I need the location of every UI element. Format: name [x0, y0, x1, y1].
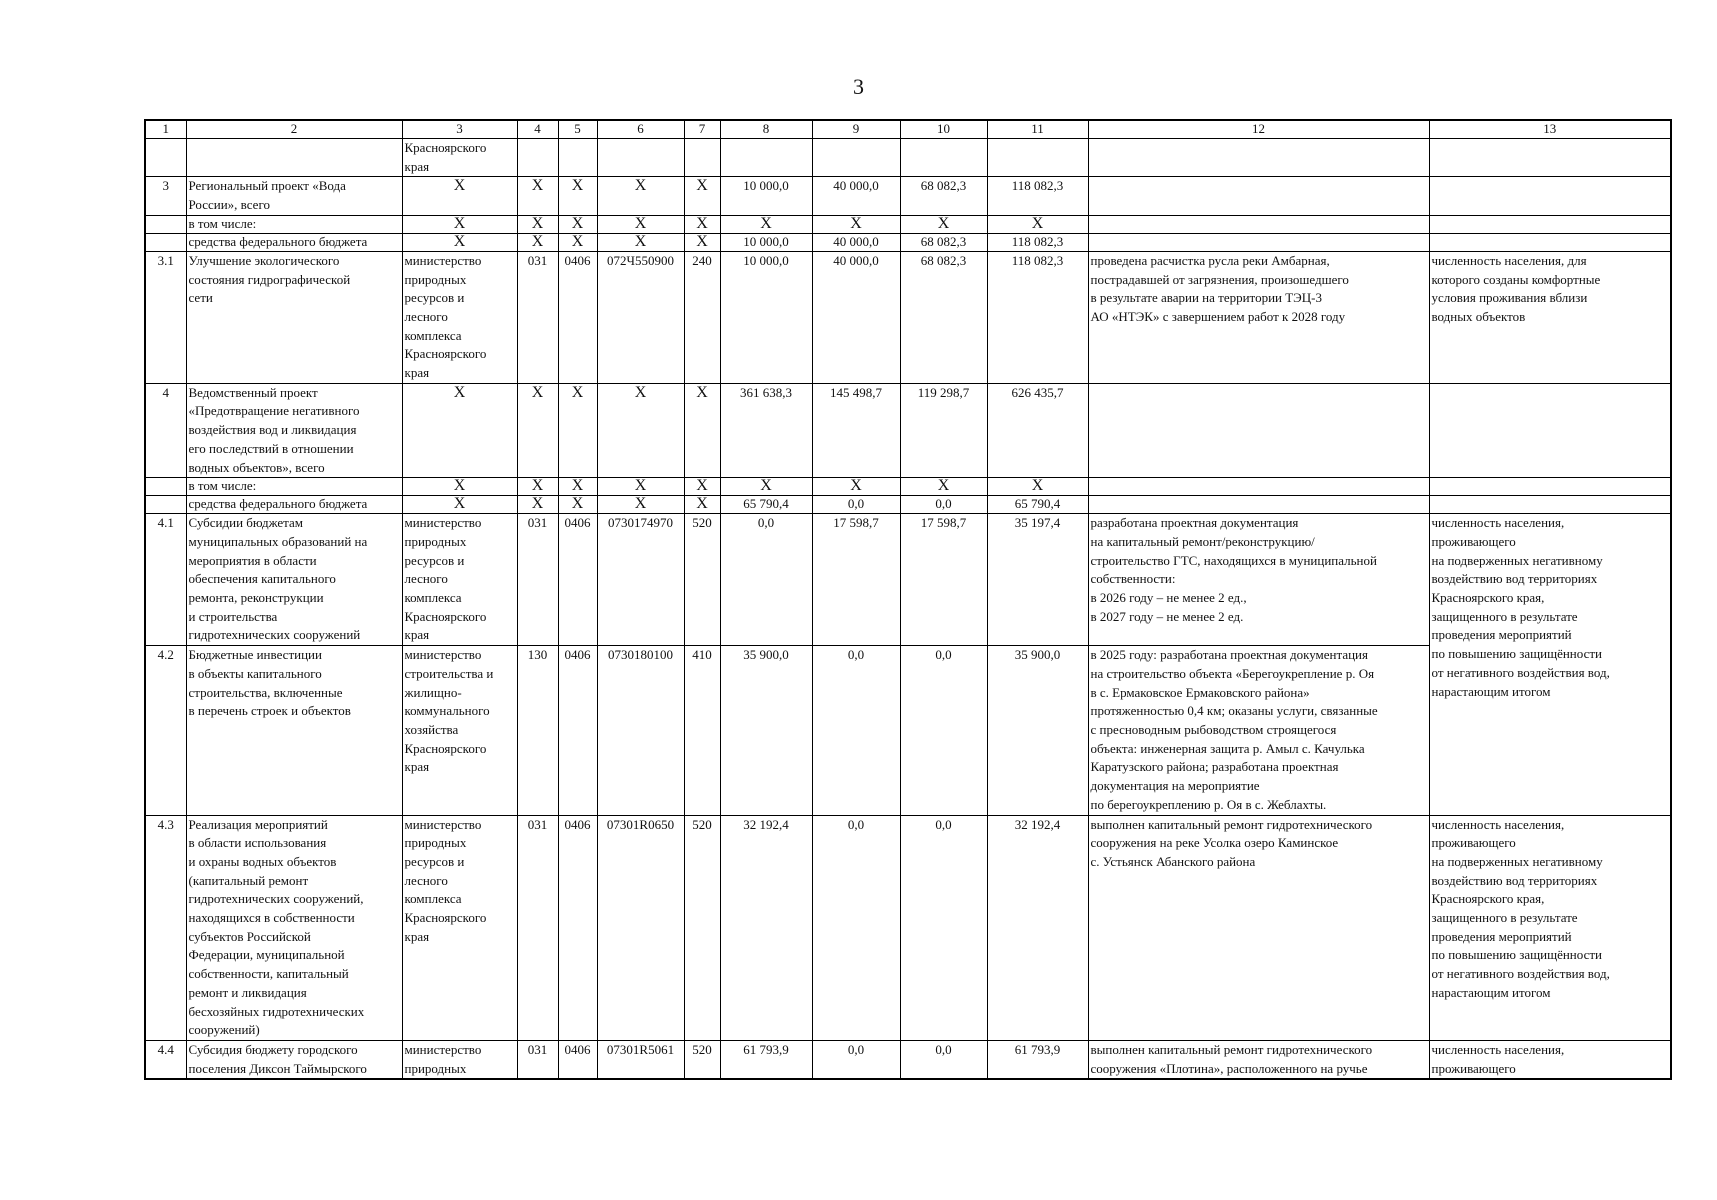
indicator-cell: численность населения, проживающего на подверженных негативному воздействию вод территориях Красноярского края, защищенного в результате проведения мероприятий по повышению защищённости от негативного воздействия вод, нарастающим итогом: [1429, 514, 1671, 815]
indicator-cell: [1429, 383, 1671, 478]
table-row: [145, 233, 1671, 251]
result-cell: [1088, 383, 1429, 478]
row-number-cell: 3.1: [145, 251, 186, 383]
header-cell: 4: [517, 120, 558, 139]
vr-cell: X: [684, 478, 720, 496]
vr-cell: X: [684, 215, 720, 233]
csr-cell: X: [597, 496, 684, 514]
row-number-cell: [145, 496, 186, 514]
executor-cell: министерство природных ресурсов и лесного комплекса Красноярского края: [402, 514, 517, 646]
executor-cell: X: [402, 215, 517, 233]
year3-cell: 0,0: [900, 815, 987, 1040]
csr-cell: X: [597, 478, 684, 496]
total-cell: 35 900,0: [987, 646, 1088, 815]
header-cell: 9: [812, 120, 900, 139]
csr-cell: [597, 139, 684, 177]
year2-cell: 145 498,7: [812, 383, 900, 478]
name-cell: Реализация мероприятий в области использования и охраны водных объектов (капитальный ремонт гидротехнических сооружений, находящихся в собственности субъектов Российской Федерации, муниципальной собственности, капитальный ремонт и ликвидация бесхозяйных гидротехнических сооружений): [186, 815, 402, 1040]
year1-cell: [720, 139, 812, 177]
result-cell: проведена расчистка русла реки Амбарная, пострадавшей от загрязнения, произошедшего в результате аварии на территории ТЭЦ-3 АО «НТЭК» с завершением работ к 2028 году: [1088, 251, 1429, 383]
year1-cell: 61 793,9: [720, 1040, 812, 1079]
year2-cell: 0,0: [812, 1040, 900, 1079]
header-cell: 13: [1429, 120, 1671, 139]
header-cell: 2: [186, 120, 402, 139]
csr-cell: 0730180100: [597, 646, 684, 815]
result-cell: в 2025 году: разработана проектная документация на строительство объекта «Берегоукрепление р. Оя в с. Ермаковское Ермаковского района» протяженностью 0,4 км; оказаны услуги, связанные с пресноводным рыбоводством строящегося объекта: инженерная защита р. Амыл с. Качулька Каратузского района; разработана проектная документация на мероприятие по берегоукреплению р. Оя в с. Жеблахты.: [1088, 646, 1429, 815]
indicator-cell: [1429, 215, 1671, 233]
header-cell: 6: [597, 120, 684, 139]
total-cell: 118 082,3: [987, 251, 1088, 383]
result-cell: выполнен капитальный ремонт гидротехнического сооружения на реке Усолка озеро Каминское с. Устьянск Абанского района: [1088, 815, 1429, 1040]
header-cell: 1: [145, 120, 186, 139]
result-cell: [1088, 233, 1429, 251]
table-row: [145, 815, 1671, 1040]
year1-cell: 32 192,4: [720, 815, 812, 1040]
executor-cell: X: [402, 177, 517, 215]
grbs-cell: X: [517, 177, 558, 215]
result-cell: [1088, 496, 1429, 514]
grbs-cell: [517, 139, 558, 177]
row-number-cell: 3: [145, 177, 186, 215]
header-cell: 3: [402, 120, 517, 139]
program-table: [144, 119, 1672, 1080]
year3-cell: 0,0: [900, 496, 987, 514]
csr-cell: X: [597, 177, 684, 215]
grbs-cell: X: [517, 215, 558, 233]
year3-cell: [900, 139, 987, 177]
header-cell: 7: [684, 120, 720, 139]
table-row: [145, 383, 1671, 478]
vr-cell: 520: [684, 514, 720, 646]
name-cell: средства федерального бюджета: [186, 496, 402, 514]
grbs-cell: X: [517, 383, 558, 478]
table-row: [145, 514, 1671, 646]
header-cell: 8: [720, 120, 812, 139]
table-row: [145, 215, 1671, 233]
csr-cell: X: [597, 233, 684, 251]
rzpr-cell: 0406: [558, 1040, 597, 1079]
year1-cell: 10 000,0: [720, 177, 812, 215]
year2-cell: 40 000,0: [812, 251, 900, 383]
total-cell: 626 435,7: [987, 383, 1088, 478]
vr-cell: X: [684, 383, 720, 478]
row-number-cell: [145, 233, 186, 251]
row-number-cell: [145, 478, 186, 496]
year1-cell: 65 790,4: [720, 496, 812, 514]
result-cell: [1088, 139, 1429, 177]
header-cell: 5: [558, 120, 597, 139]
year1-cell: X: [720, 478, 812, 496]
year2-cell: X: [812, 478, 900, 496]
csr-cell: 0730174970: [597, 514, 684, 646]
indicator-cell: численность населения, для которого созданы комфортные условия проживания вблизи водных объектов: [1429, 251, 1671, 383]
grbs-cell: 130: [517, 646, 558, 815]
indicator-cell: [1429, 139, 1671, 177]
table-row: [145, 177, 1671, 215]
year1-cell: 10 000,0: [720, 233, 812, 251]
year3-cell: X: [900, 215, 987, 233]
name-cell: Региональный проект «Вода России», всего: [186, 177, 402, 215]
row-number-cell: 4: [145, 383, 186, 478]
year2-cell: 0,0: [812, 815, 900, 1040]
header-cell: 12: [1088, 120, 1429, 139]
indicator-cell: [1429, 177, 1671, 215]
grbs-cell: X: [517, 496, 558, 514]
year1-cell: 361 638,3: [720, 383, 812, 478]
row-number-cell: 4.3: [145, 815, 186, 1040]
year2-cell: 0,0: [812, 646, 900, 815]
indicator-cell: [1429, 233, 1671, 251]
table-row: [145, 139, 1671, 177]
result-cell: [1088, 215, 1429, 233]
rzpr-cell: X: [558, 478, 597, 496]
csr-cell: 07301R5061: [597, 1040, 684, 1079]
grbs-cell: X: [517, 478, 558, 496]
csr-cell: 07301R0650: [597, 815, 684, 1040]
name-cell: в том числе:: [186, 215, 402, 233]
total-cell: X: [987, 215, 1088, 233]
executor-cell: X: [402, 496, 517, 514]
name-cell: Субсидии бюджетам муниципальных образований на мероприятия в области обеспечения капитального ремонта, реконструкции и строительства гидротехнических сооружений: [186, 514, 402, 646]
page-number: 3: [853, 74, 864, 99]
total-cell: 35 197,4: [987, 514, 1088, 646]
year2-cell: 40 000,0: [812, 233, 900, 251]
rzpr-cell: X: [558, 177, 597, 215]
indicator-cell: [1429, 478, 1671, 496]
rzpr-cell: X: [558, 496, 597, 514]
rzpr-cell: 0406: [558, 815, 597, 1040]
name-cell: Ведомственный проект «Предотвращение негативного воздействия вод и ликвидация его последствий в отношении водных объектов», всего: [186, 383, 402, 478]
year2-cell: 0,0: [812, 496, 900, 514]
year3-cell: 68 082,3: [900, 251, 987, 383]
year3-cell: 0,0: [900, 646, 987, 815]
executor-cell: министерство природных ресурсов и лесного комплекса Красноярского края: [402, 815, 517, 1040]
executor-cell: министерство строительства и жилищно- коммунального хозяйства Красноярского края: [402, 646, 517, 815]
year3-cell: 17 598,7: [900, 514, 987, 646]
result-cell: разработана проектная документация на капитальный ремонт/реконструкцию/ строительство ГТС, находящихся в муниципальной собственности: в 2026 году – не менее 2 ед., в 2027 году – не менее 2 ед.: [1088, 514, 1429, 646]
row-number-cell: 4.4: [145, 1040, 186, 1079]
row-number-cell: 4.1: [145, 514, 186, 646]
vr-cell: 520: [684, 815, 720, 1040]
executor-cell: X: [402, 383, 517, 478]
executor-cell: министерство природных: [402, 1040, 517, 1079]
rzpr-cell: X: [558, 215, 597, 233]
vr-cell: X: [684, 177, 720, 215]
total-cell: 61 793,9: [987, 1040, 1088, 1079]
name-cell: Улучшение экологического состояния гидрографической сети: [186, 251, 402, 383]
csr-cell: 072Ч550900: [597, 251, 684, 383]
year1-cell: 10 000,0: [720, 251, 812, 383]
csr-cell: X: [597, 215, 684, 233]
rzpr-cell: 0406: [558, 646, 597, 815]
vr-cell: X: [684, 233, 720, 251]
year2-cell: X: [812, 215, 900, 233]
executor-cell: Красноярского края: [402, 139, 517, 177]
year2-cell: [812, 139, 900, 177]
year3-cell: 0,0: [900, 1040, 987, 1079]
total-cell: [987, 139, 1088, 177]
vr-cell: 240: [684, 251, 720, 383]
grbs-cell: X: [517, 233, 558, 251]
column-number-row: [145, 120, 1671, 139]
grbs-cell: 031: [517, 1040, 558, 1079]
total-cell: 32 192,4: [987, 815, 1088, 1040]
year1-cell: 35 900,0: [720, 646, 812, 815]
name-cell: средства федерального бюджета: [186, 233, 402, 251]
table-row: [145, 1040, 1671, 1079]
result-cell: выполнен капитальный ремонт гидротехнического сооружения «Плотина», расположенного на ручье: [1088, 1040, 1429, 1079]
year1-cell: 0,0: [720, 514, 812, 646]
year3-cell: 119 298,7: [900, 383, 987, 478]
table-row: [145, 496, 1671, 514]
year2-cell: 17 598,7: [812, 514, 900, 646]
vr-cell: X: [684, 496, 720, 514]
grbs-cell: 031: [517, 815, 558, 1040]
executor-cell: X: [402, 478, 517, 496]
total-cell: 118 082,3: [987, 177, 1088, 215]
header-cell: 11: [987, 120, 1088, 139]
rzpr-cell: X: [558, 233, 597, 251]
table-row: [145, 251, 1671, 383]
vr-cell: 520: [684, 1040, 720, 1079]
rzpr-cell: [558, 139, 597, 177]
name-cell: в том числе:: [186, 478, 402, 496]
executor-cell: министерство природных ресурсов и лесного комплекса Красноярского края: [402, 251, 517, 383]
rzpr-cell: X: [558, 383, 597, 478]
total-cell: 65 790,4: [987, 496, 1088, 514]
total-cell: X: [987, 478, 1088, 496]
csr-cell: X: [597, 383, 684, 478]
grbs-cell: 031: [517, 251, 558, 383]
indicator-cell: численность населения, проживающего на подверженных негативному воздействию вод территориях Красноярского края, защищенного в результате проведения мероприятий по повышению защищённости от негативного воздействия вод, нарастающим итогом: [1429, 815, 1671, 1040]
vr-cell: 410: [684, 646, 720, 815]
year2-cell: 40 000,0: [812, 177, 900, 215]
executor-cell: X: [402, 233, 517, 251]
header-cell: 10: [900, 120, 987, 139]
result-cell: [1088, 177, 1429, 215]
grbs-cell: 031: [517, 514, 558, 646]
table-row: [145, 478, 1671, 496]
year3-cell: 68 082,3: [900, 177, 987, 215]
vr-cell: [684, 139, 720, 177]
row-number-cell: [145, 139, 186, 177]
indicator-cell: [1429, 496, 1671, 514]
name-cell: Субсидия бюджету городского поселения Диксон Таймырского: [186, 1040, 402, 1079]
result-cell: [1088, 478, 1429, 496]
year1-cell: X: [720, 215, 812, 233]
indicator-cell: численность населения, проживающего: [1429, 1040, 1671, 1079]
rzpr-cell: 0406: [558, 514, 597, 646]
name-cell: Бюджетные инвестиции в объекты капитального строительства, включенные в перечень строек и объектов: [186, 646, 402, 815]
row-number-cell: 4.2: [145, 646, 186, 815]
year3-cell: 68 082,3: [900, 233, 987, 251]
name-cell: [186, 139, 402, 177]
year3-cell: X: [900, 478, 987, 496]
total-cell: 118 082,3: [987, 233, 1088, 251]
row-number-cell: [145, 215, 186, 233]
rzpr-cell: 0406: [558, 251, 597, 383]
